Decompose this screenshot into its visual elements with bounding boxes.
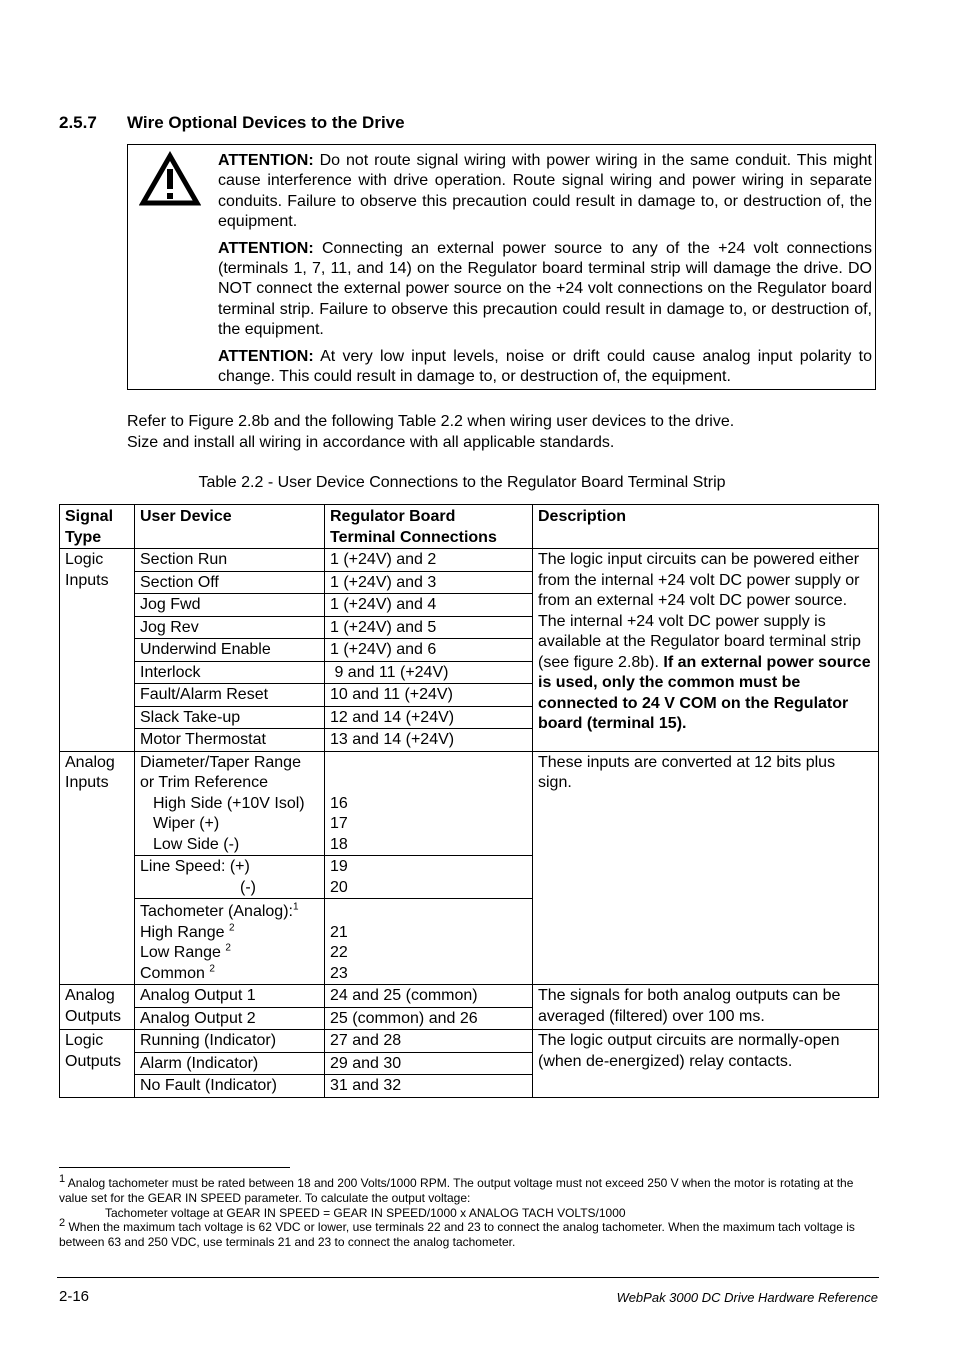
device-cell-diameter: Diameter/Taper Range or Trim Reference High Side (+10V Isol) Wiper (+) Low Side (-) [135, 751, 325, 856]
device-cell: Alarm (Indicator) [135, 1052, 325, 1075]
attention-label: ATTENTION: [218, 152, 314, 169]
header-signal-type: Signal Type [60, 505, 135, 549]
device-cell: Section Off [135, 571, 325, 594]
description-analog-outputs: The signals for both analog outputs can be averaged (filtered) over 100 ms. [533, 985, 879, 1030]
connections-table [59, 504, 879, 1098]
header-user-device: User Device [135, 505, 325, 549]
terminal-cell: 27 and 28 [325, 1030, 533, 1053]
table-row [60, 985, 879, 1008]
page-number: 2-16 [59, 1288, 90, 1305]
device-cell: Underwind Enable [135, 639, 325, 662]
terminal-cell: 25 (common) and 26 [325, 1007, 533, 1030]
section-title: Wire Optional Devices to the Drive [127, 113, 405, 132]
section-number: 2.5.7 [59, 113, 97, 132]
attention-label: ATTENTION: [218, 239, 314, 257]
attention-label: ATTENTION: [218, 347, 314, 365]
terminal-cell: 13 and 14 (+24V) [325, 729, 533, 752]
terminal-cell: 1 (+24V) and 3 [325, 571, 533, 594]
device-cell: Analog Output 1 [135, 985, 325, 1008]
footnote-1-formula: Tachometer voltage at GEAR IN SPEED = GEAR IN SPEED/1000 x ANALOG TACH VOLTS/1000 [105, 1205, 626, 1220]
section-heading [59, 113, 405, 133]
header-description: Description [533, 505, 879, 549]
device-cell: Jog Rev [135, 616, 325, 639]
attention-paragraph [218, 347, 872, 388]
attention-paragraph [218, 239, 872, 341]
device-cell: Analog Output 2 [135, 1007, 325, 1030]
footnote-divider [59, 1167, 290, 1168]
terminal-cell-line-speed: 19 20 [325, 856, 533, 899]
device-cell: Motor Thermostat [135, 729, 325, 752]
device-cell: Section Run [135, 549, 325, 572]
terminal-cell: 9 and 11 (+24V) [325, 661, 533, 684]
terminal-cell: 1 (+24V) and 5 [325, 616, 533, 639]
table-row [60, 1030, 879, 1053]
terminal-cell: 1 (+24V) and 6 [325, 639, 533, 662]
terminal-cell: 1 (+24V) and 2 [325, 549, 533, 572]
device-cell: Running (Indicator) [135, 1030, 325, 1053]
terminal-cell: 12 and 14 (+24V) [325, 706, 533, 729]
intro-line: Size and install all wiring in accordance with all applicable standards. [127, 433, 615, 451]
terminal-cell-tachometer: 21 22 23 [325, 899, 533, 985]
attention-body: Connecting an external power source to any of the +24 volt connections (terminals 1, 7, 11, and 14) on the Regulator board terminal strip will damage the drive. DO NOT connect the external power source on the +24 volt connections on the Regulator board terminal strip. Failure to observe this precaution could result in damage to, or destruction of, the equipment. [218, 239, 872, 339]
table-row [60, 549, 879, 572]
table-caption [0, 474, 954, 492]
device-cell: Slack Take-up [135, 706, 325, 729]
device-cell: No Fault (Indicator) [135, 1075, 325, 1098]
device-cell-line-speed: Line Speed: (+) (-) [135, 856, 325, 899]
terminal-cell-diameter: 16 17 18 [325, 751, 533, 856]
attention-box [127, 144, 876, 390]
description-bold-note: If an external power source is used, only the common must be connected to 24 V COM on the Regulator board (terminal 15). [538, 653, 871, 732]
footer-divider [57, 1277, 879, 1278]
intro-text [127, 412, 887, 453]
terminal-cell: 29 and 30 [325, 1052, 533, 1075]
device-cell: Jog Fwd [135, 594, 325, 617]
device-cell: Fault/Alarm Reset [135, 684, 325, 707]
attention-text [218, 151, 872, 393]
device-cell: Interlock [135, 661, 325, 684]
book-title: WebPak 3000 DC Drive Hardware Reference [616, 1290, 878, 1305]
device-cell-tachometer: Tachometer (Analog):$^1$ High Range $^2$ Low Range $^2$ Common $^2$ [135, 899, 325, 985]
header-terminal: Regulator Board Terminal Connections [325, 505, 533, 549]
signal-type-logic-outputs: Logic Outputs [60, 1030, 135, 1098]
terminal-cell: 31 and 32 [325, 1075, 533, 1098]
description-logic-outputs: The logic output circuits are normally-open (when de-energized) relay contacts. [533, 1030, 879, 1098]
attention-paragraph [218, 151, 872, 233]
terminal-cell: 24 and 25 (common) [325, 985, 533, 1008]
table-caption-text: Table 2.2 - User Device Connections to the Regulator Board Terminal Strip [198, 474, 726, 491]
table-row [60, 751, 879, 856]
footnote-2: 2 When the maximum tach voltage is 62 VDC or lower, use terminals 22 and 23 to connect the analog tachometer. When the maximum tach voltage is between 63 and 250 VDC, use terminals 21 and 23 to connect the analog tachometer. [59, 1217, 855, 1250]
attention-body: At very low input levels, noise or drift could cause analog input polarity to change. This could result in damage to, or destruction of, the equipment. [218, 347, 872, 386]
intro-line: Refer to Figure 2.8b and the following Table 2.2 when wiring user devices to the drive. [127, 413, 735, 430]
footnotes [59, 1173, 879, 1250]
signal-type-logic-inputs: Logic Inputs [60, 549, 135, 752]
table-header-row [60, 505, 879, 549]
signal-type-analog-inputs: Analog Inputs [60, 751, 135, 985]
attention-body: Do not route signal wiring with power wiring in the same conduit. This might cause interference with drive operation. Route signal wiring and power wiring in separate conduits. Failure to observe this precaution could result in damage to, or destruction of, the equipment. [218, 152, 872, 231]
signal-type-analog-outputs: Analog Outputs [60, 985, 135, 1030]
description-analog-inputs: These inputs are converted at 12 bits plus sign. [533, 751, 879, 985]
footnote-1: 1 Analog tachometer must be rated between 18 and 200 Volts/1000 RPM. The output voltage must not exceed 250 V when the motor is rotating at the value set for the GEAR IN SPEED parameter. To calculate the output voltage: [59, 1173, 854, 1205]
warning-triangle-icon [139, 151, 201, 207]
terminal-cell: 10 and 11 (+24V) [325, 684, 533, 707]
terminal-cell: 1 (+24V) and 4 [325, 594, 533, 617]
description-logic-inputs: The logic input circuits can be powered either from the internal +24 volt DC power supply or from an external +24 volt DC power source. The internal +24 volt DC power supply is available at the Regulator board terminal strip (see figure 2.8b). If an external power source is used, only the common must be connected to 24 V COM on the Regulator board (terminal 15). [533, 549, 879, 752]
